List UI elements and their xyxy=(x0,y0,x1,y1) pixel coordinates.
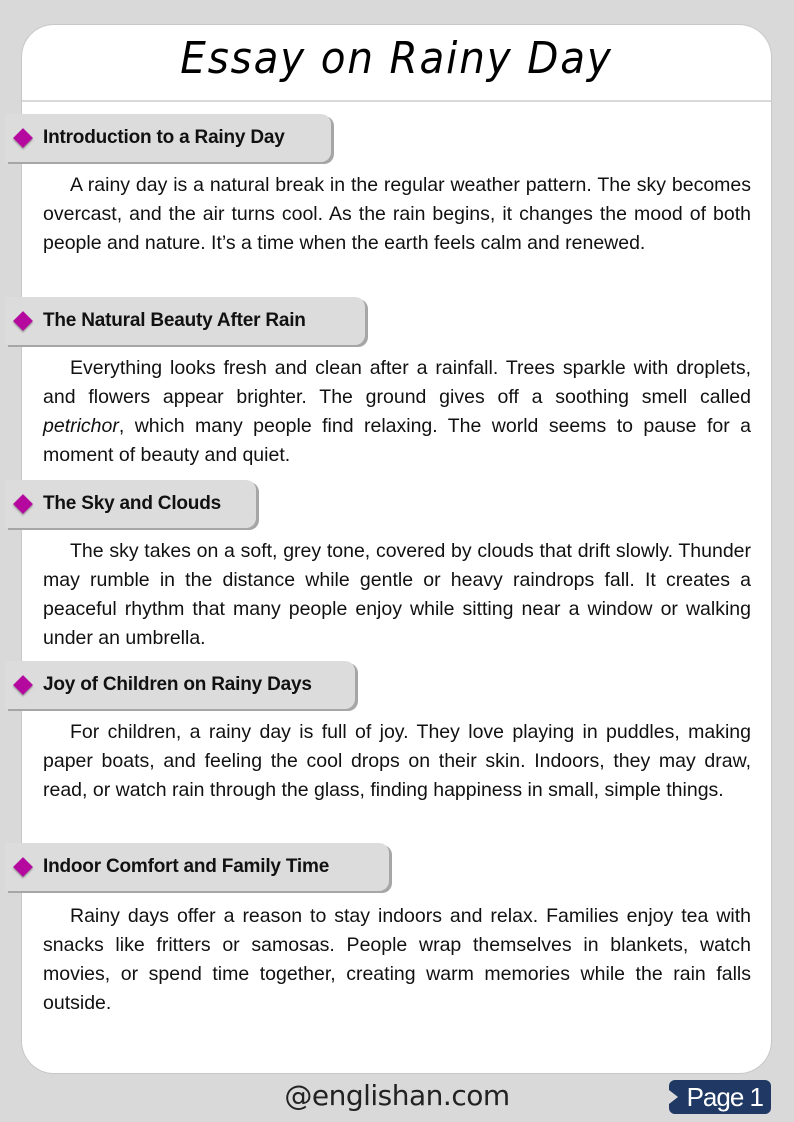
section-heading-indoor-comfort xyxy=(5,843,389,891)
diamond-bullet-icon xyxy=(13,128,33,148)
section-heading-label: Joy of Children on Rainy Days xyxy=(43,674,312,695)
diamond-bullet-icon xyxy=(13,857,33,877)
section-paragraph-natural-beauty xyxy=(43,354,751,470)
section-paragraph-sky-clouds: The sky takes on a soft, grey tone, covered by clouds that drift slowly. Thunder may rumble in the distance while gentle or heavy raindrops fall. It creates a peaceful rhythm that many people enjoy while sitting near a window or walking under an umbrella. xyxy=(43,540,751,649)
section-heading-label: Indoor Comfort and Family Time xyxy=(43,856,330,877)
diamond-bullet-icon xyxy=(13,494,33,514)
section-heading-natural-beauty xyxy=(5,297,365,345)
section-heading-introduction xyxy=(5,114,331,162)
chevron-notch-icon xyxy=(669,1090,678,1104)
footer-website: @englishan.com xyxy=(284,1079,510,1112)
page-number-label: Page 1 xyxy=(686,1081,763,1112)
section-heading-joy-children xyxy=(5,661,355,709)
diamond-bullet-icon xyxy=(13,675,33,695)
section-heading-label: Introduction to a Rainy Day xyxy=(43,127,285,148)
paragraph-text: , which many people find relaxing. The world seems to pause for a moment of beauty and quiet. xyxy=(43,415,751,466)
section-paragraph-introduction: A rainy day is a natural break in the regular weather pattern. The sky becomes overcast, and the air turns cool. As the rain begins, it changes the mood of both people and nature. It’s a time when the earth feels calm and renewed. xyxy=(43,174,751,254)
emphasized-term: petrichor xyxy=(43,415,119,437)
section-paragraph-indoor-comfort: Rainy days offer a reason to stay indoors and relax. Families enjoy tea with snacks like fritters or samosas. People wrap themselves in blankets, watch movies, or spend time together, creating warm memories while the rain falls outside. xyxy=(43,905,751,1014)
section-heading-sky-clouds xyxy=(5,480,256,528)
section-paragraph-joy-children: For children, a rainy day is full of joy. They love playing in puddles, making paper boats, and feeling the cool drops on their skin. Indoors, they may draw, read, or watch rain through the glass, finding happiness in small, simple things. xyxy=(43,721,751,801)
section-heading-label: The Sky and Clouds xyxy=(43,493,221,514)
section-heading-label: The Natural Beauty After Rain xyxy=(43,310,306,331)
page-number-badge xyxy=(669,1080,771,1114)
page-title: Essay on Rainy Day xyxy=(180,33,613,84)
diamond-bullet-icon xyxy=(13,311,33,331)
title-divider xyxy=(22,100,771,102)
paragraph-text: Everything looks fresh and clean after a rainfall. Trees sparkle with droplets, and flowers appear brighter. The ground gives off a soothing smell called xyxy=(43,357,751,408)
